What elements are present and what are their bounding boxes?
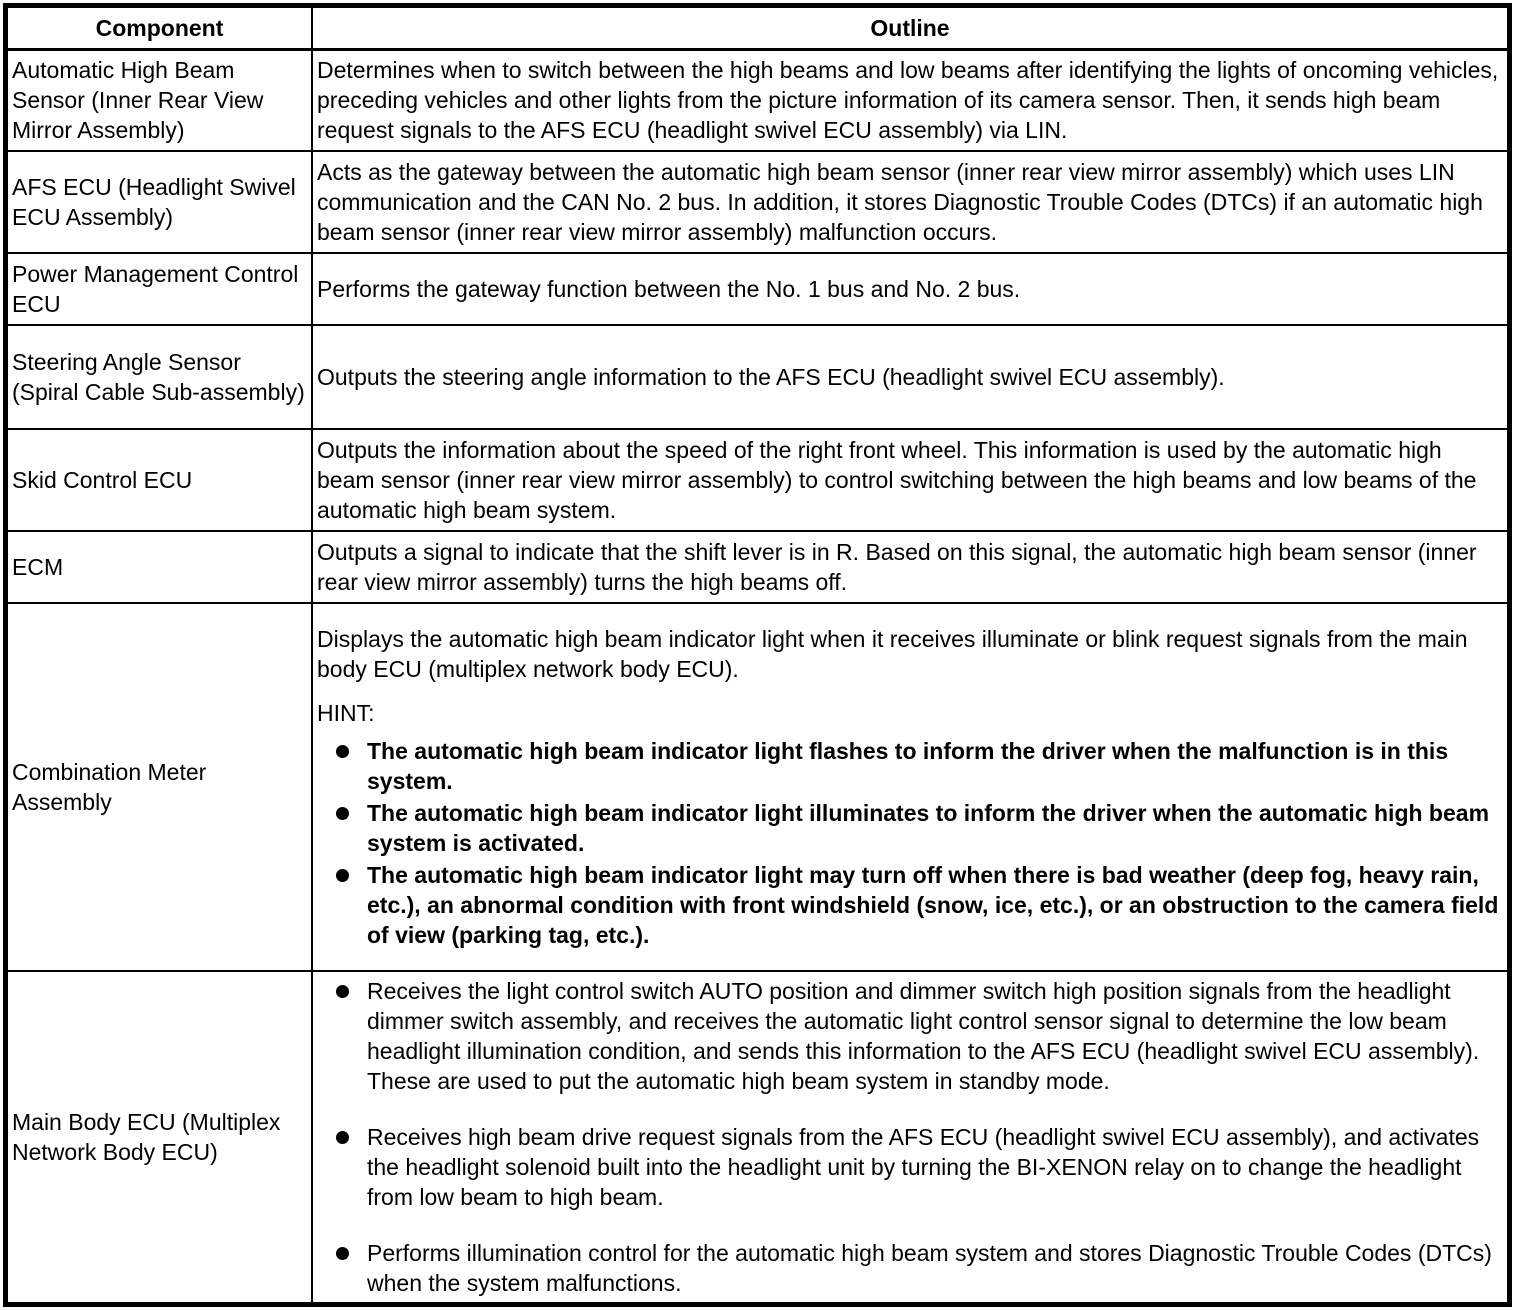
table-row: [7, 325, 1508, 429]
component-cell: Combination Meter Assembly: [7, 603, 312, 971]
table-row: [7, 151, 1508, 253]
component-cell: ECM: [7, 531, 312, 603]
component-cell: Main Body ECU (Multiplex Network Body ECU): [7, 971, 312, 1303]
outline-cell: Outputs the steering angle information to the AFS ECU (headlight swivel ECU assembly).: [312, 325, 1508, 429]
hint-list: [317, 736, 1503, 950]
list-item: Receives the light control switch AUTO position and dimmer switch high position signals from the headlight dimmer switch assembly, and receives the automatic light control sensor signal to determine the low beam headlight illumination condition, and sends this information to the AFS ECU (headlight swivel ECU assembly). These are used to put the automatic high beam system in standby mode.: [317, 976, 1503, 1096]
header-row: [7, 7, 1508, 49]
table-row: [7, 971, 1508, 1303]
list-item: The automatic high beam indicator light flashes to inform the driver when the malfunction is in this system.: [317, 736, 1503, 796]
bullet-icon: [336, 1247, 349, 1260]
outline-text: Displays the automatic high beam indicator light when it receives illuminate or blink request signals from the main body ECU (multiplex network body ECU).: [317, 626, 1468, 682]
table-row: [7, 429, 1508, 531]
outline-cell: [312, 971, 1508, 1303]
list-item: Receives high beam drive request signals from the AFS ECU (headlight swivel ECU assembly), and activates the headlight solenoid built into the headlight unit by turning the BI-XENON relay on to change the headlight from low beam to high beam.: [317, 1122, 1503, 1212]
outline-cell: Determines when to switch between the high beams and low beams after identifying the lights of oncoming vehicles, preceding vehicles and other lights from the picture information of its camera sensor. Then, it sends high beam request signals to the AFS ECU (headlight swivel ECU assembly) via LIN.: [312, 49, 1508, 151]
component-cell: Power Management Control ECU: [7, 253, 312, 325]
bullet-list: [317, 976, 1503, 1298]
bullet-icon: [336, 1131, 349, 1144]
outline-cell: Outputs the information about the speed of the right front wheel. This information is used by the automatic high beam sensor (inner rear view mirror assembly) to control switching between the high beams and low beams of the automatic high beam system.: [312, 429, 1508, 531]
outline-cell: Performs the gateway function between the No. 1 bus and No. 2 bus.: [312, 253, 1508, 325]
list-item: The automatic high beam indicator light illuminates to inform the driver when the automatic high beam system is activated.: [317, 798, 1503, 858]
outline-cell: Outputs a signal to indicate that the shift lever is in R. Based on this signal, the automatic high beam sensor (inner rear view mirror assembly) turns the high beams off.: [312, 531, 1508, 603]
bullet-icon: [336, 869, 349, 882]
hint-label: HINT:: [317, 700, 375, 726]
component-cell: AFS ECU (Headlight Swivel ECU Assembly): [7, 151, 312, 253]
column-header-outline: Outline: [312, 7, 1508, 49]
column-header-component: Component: [7, 7, 312, 49]
bullet-icon: [336, 745, 349, 758]
table-row: [7, 49, 1508, 151]
table-row: [7, 253, 1508, 325]
bullet-icon: [336, 985, 349, 998]
component-cell: Skid Control ECU: [7, 429, 312, 531]
bullet-icon: [336, 807, 349, 820]
component-cell: Steering Angle Sensor (Spiral Cable Sub-assembly): [7, 325, 312, 429]
outline-cell: Acts as the gateway between the automatic high beam sensor (inner rear view mirror assembly) which uses LIN communication and the CAN No. 2 bus. In addition, it stores Diagnostic Trouble Codes (DTCs) if an automatic high beam sensor (inner rear view mirror assembly) malfunction occurs.: [312, 151, 1508, 253]
table-row: [7, 531, 1508, 603]
component-outline-table: [6, 6, 1509, 1304]
table-row: [7, 603, 1508, 971]
component-cell: Automatic High Beam Sensor (Inner Rear View Mirror Assembly): [7, 49, 312, 151]
list-item: The automatic high beam indicator light may turn off when there is bad weather (deep fog, heavy rain, etc.), an abnormal condition with front windshield (snow, ice, etc.), or an obstruction to the camera field of view (parking tag, etc.).: [317, 860, 1503, 950]
list-item: Performs illumination control for the automatic high beam system and stores Diagnostic Trouble Codes (DTCs) when the system malfunctions.: [317, 1238, 1503, 1298]
outline-cell: [312, 603, 1508, 971]
